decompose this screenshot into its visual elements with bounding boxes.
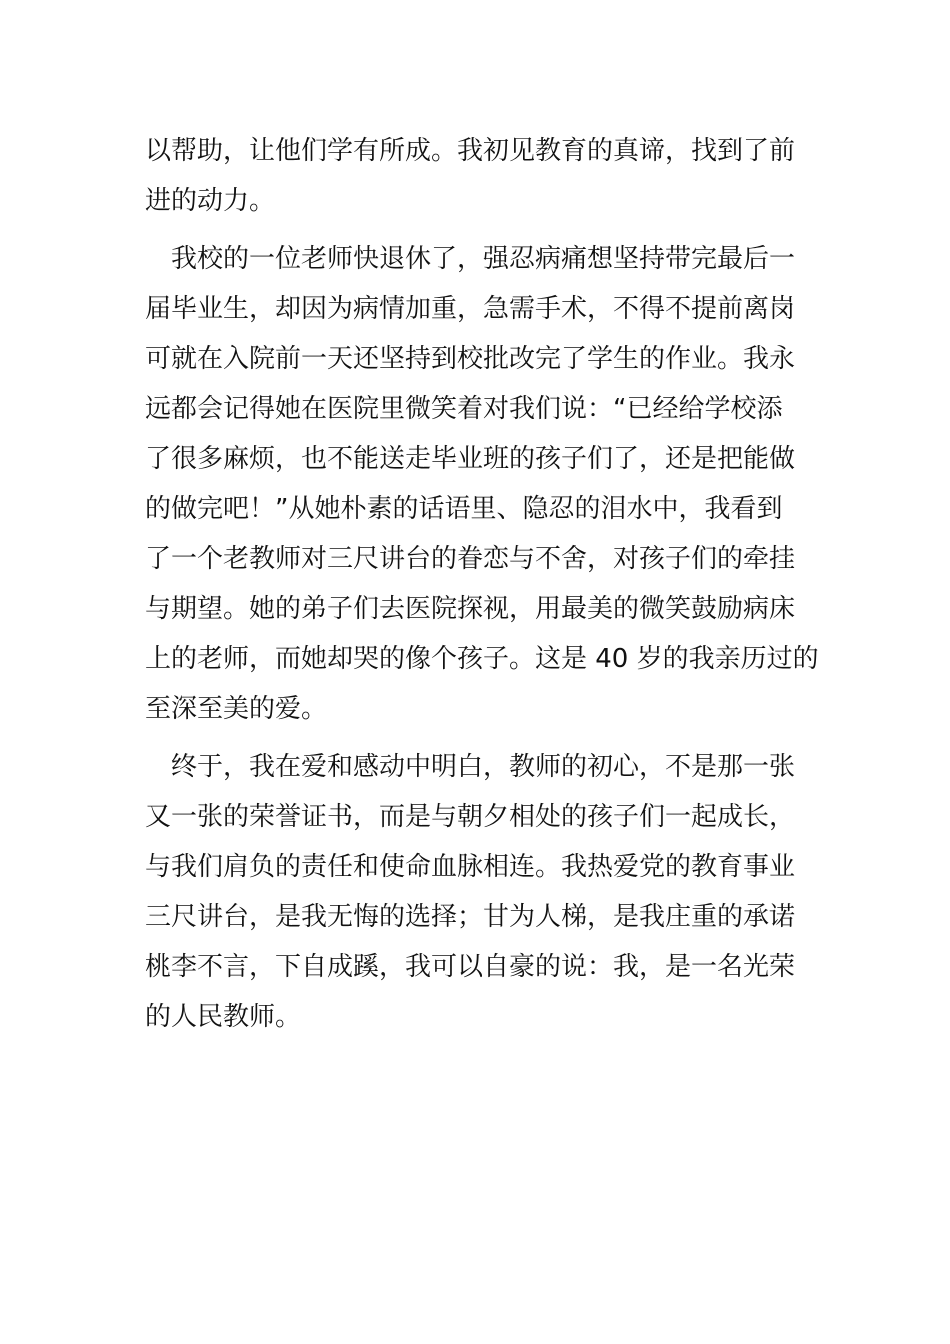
text-line: 又一张的荣誉证书，而是与朝夕相处的孩子们一起成长， <box>145 802 796 832</box>
text-line: 以帮助，让他们学有所成。我初见教育的真谛，找到了前 <box>145 136 796 166</box>
text-line: 上的老师，而她却哭的像个孩子。这是 40 岁的我亲历过的 <box>145 644 819 674</box>
text-line: 可就在入院前一天还坚持到校批改完了学生的作业。我永 <box>145 344 796 374</box>
paragraph-3 <box>145 742 810 1042</box>
text-line: 了一个老教师对三尺讲台的眷恋与不舍，对孩子们的牵挂 <box>145 544 796 574</box>
text-line: 的人民教师。 <box>145 1002 302 1032</box>
text-line: 了很多麻烦，也不能送走毕业班的孩子们了，还是把能做 <box>145 444 796 474</box>
text-line: 三尺讲台，是我无悔的选择；甘为人梯，是我庄重的承诺 <box>145 902 796 932</box>
text-line: 届毕业生，却因为病情加重，急需手术，不得不提前离岗 <box>145 294 796 324</box>
text-line: 与期望。她的弟子们去医院探视，用最美的微笑鼓励病床 <box>145 594 796 624</box>
text-line: 远都会记得她在医院里微笑着对我们说：“已经给学校添 <box>145 394 783 424</box>
text-line: 与我们肩负的责任和使命血脉相连。我热爱党的教育事业 <box>145 852 796 882</box>
paragraph-1 <box>145 126 810 226</box>
text-line: 我校的一位老师快退休了，强忍病痛想坚持带完最后一 <box>145 244 796 274</box>
paragraph-2 <box>145 234 819 734</box>
text-line: 的做完吧！”从她朴素的话语里、隐忍的泪水中，我看到 <box>145 494 783 524</box>
text-line: 进的动力。 <box>145 186 276 216</box>
text-line: 至深至美的爱。 <box>145 694 328 724</box>
document-body <box>145 126 819 1042</box>
text-line: 终于，我在爱和感动中明白，教师的初心，不是那一张 <box>145 752 796 782</box>
text-line: 桃李不言，下自成蹊，我可以自豪的说：我，是一名光荣 <box>145 952 796 982</box>
